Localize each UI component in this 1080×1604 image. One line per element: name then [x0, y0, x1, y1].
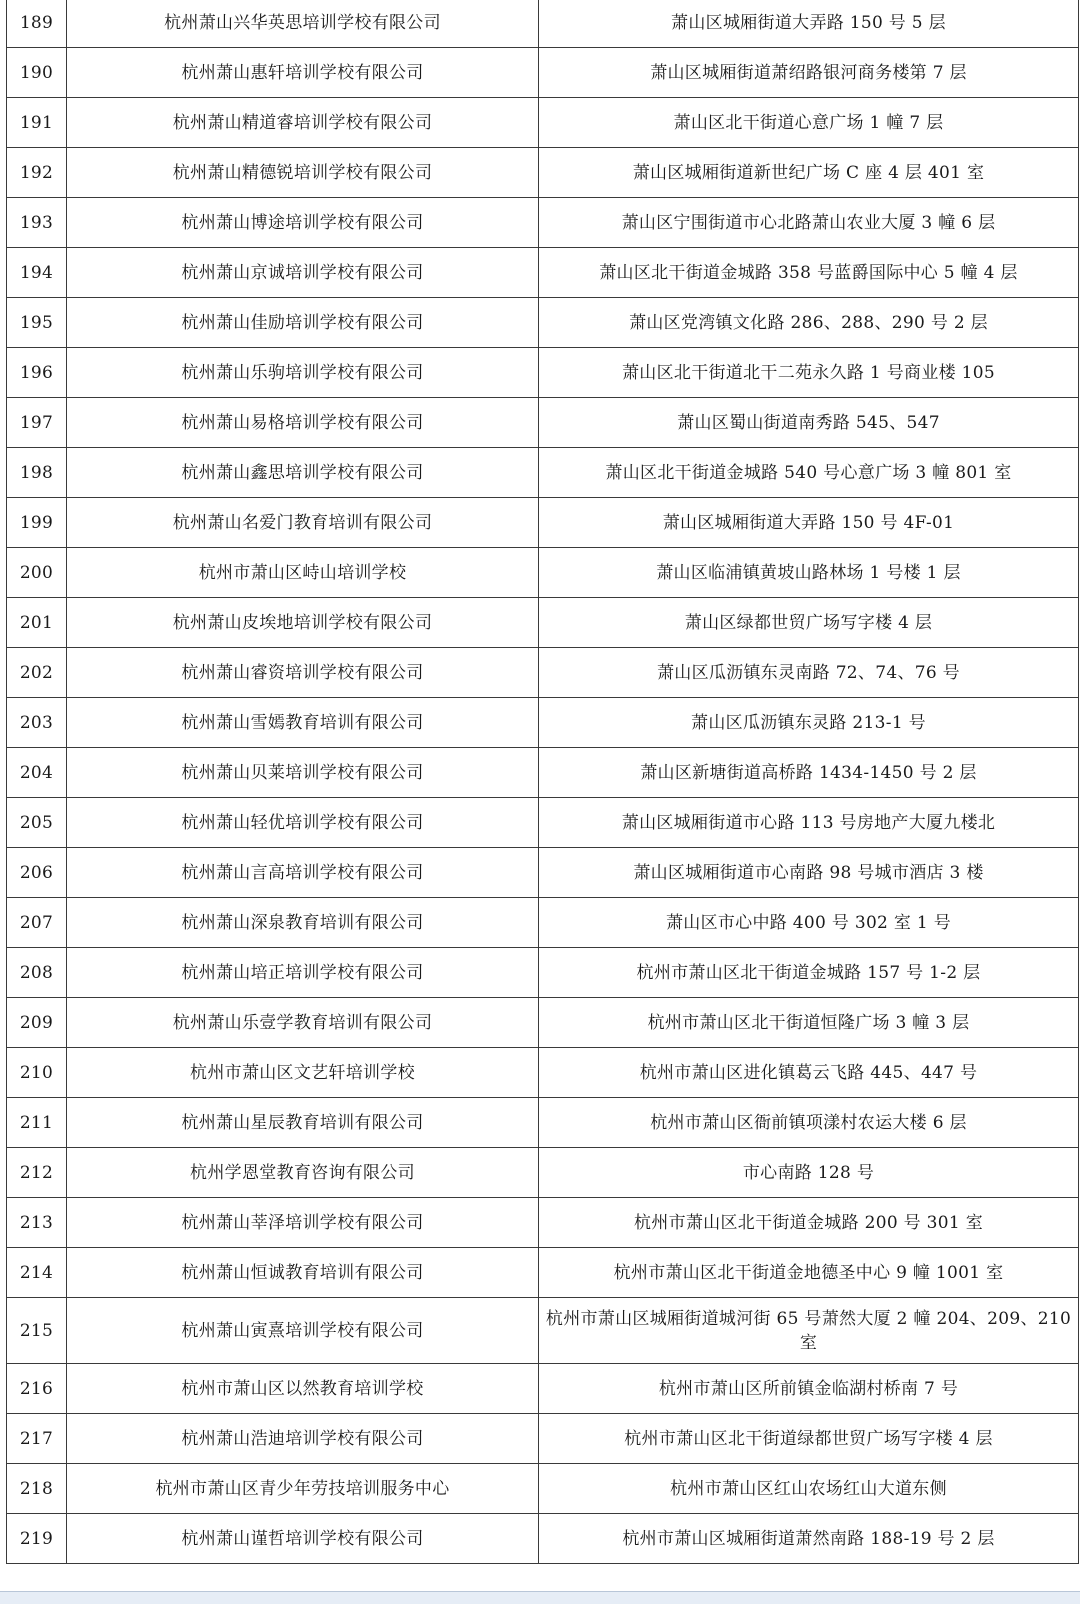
row-number: 207: [7, 898, 67, 948]
table-row: [7, 1148, 1079, 1198]
school-name: 杭州学恩堂教育咨询有限公司: [67, 1148, 539, 1198]
row-number: 189: [7, 0, 67, 48]
school-name: 杭州市萧山区文艺轩培训学校: [67, 1048, 539, 1098]
school-name: 杭州萧山星辰教育培训有限公司: [67, 1098, 539, 1148]
school-address: 萧山区党湾镇文化路 286、288、290 号 2 层: [539, 298, 1079, 348]
school-name: 杭州市萧山区以然教育培训学校: [67, 1364, 539, 1414]
row-number: 195: [7, 298, 67, 348]
table-row: [7, 48, 1079, 98]
table-row: [7, 948, 1079, 998]
table-row: [7, 998, 1079, 1048]
row-number: 198: [7, 448, 67, 498]
school-name: 杭州萧山贝莱培训学校有限公司: [67, 748, 539, 798]
row-number: 201: [7, 598, 67, 648]
row-number: 191: [7, 98, 67, 148]
school-address: 市心南路 128 号: [539, 1148, 1079, 1198]
school-address: 萧山区城厢街道新世纪广场 C 座 4 层 401 室: [539, 148, 1079, 198]
school-name: 杭州萧山培正培训学校有限公司: [67, 948, 539, 998]
school-address: 杭州市萧山区北干街道金城路 157 号 1-2 层: [539, 948, 1079, 998]
table-row: [7, 848, 1079, 898]
school-name: 杭州萧山博途培训学校有限公司: [67, 198, 539, 248]
table-row: [7, 598, 1079, 648]
table-row: [7, 0, 1079, 48]
table-row: [7, 798, 1079, 848]
school-name: 杭州萧山惠轩培训学校有限公司: [67, 48, 539, 98]
school-address: 萧山区北干街道心意广场 1 幢 7 层: [539, 98, 1079, 148]
table-row: [7, 1098, 1079, 1148]
table-row: [7, 348, 1079, 398]
school-address: 萧山区瓜沥镇东灵南路 72、74、76 号: [539, 648, 1079, 698]
school-name: 杭州萧山言高培训学校有限公司: [67, 848, 539, 898]
school-address: 杭州市萧山区城厢街道城河街 65 号萧然大厦 2 幢 204、209、210 室: [539, 1298, 1079, 1364]
row-number: 212: [7, 1148, 67, 1198]
school-address: 杭州市萧山区红山农场红山大道东侧: [539, 1464, 1079, 1514]
school-name: 杭州萧山谨哲培训学校有限公司: [67, 1514, 539, 1564]
school-name: 杭州萧山鑫思培训学校有限公司: [67, 448, 539, 498]
school-name: 杭州萧山京诚培训学校有限公司: [67, 248, 539, 298]
row-number: 216: [7, 1364, 67, 1414]
table-row: [7, 898, 1079, 948]
school-address: 杭州市萧山区北干街道绿都世贸广场写字楼 4 层: [539, 1414, 1079, 1464]
school-address: 萧山区城厢街道市心路 113 号房地产大厦九楼北: [539, 798, 1079, 848]
row-number: 199: [7, 498, 67, 548]
table-row: [7, 248, 1079, 298]
school-address: 萧山区城厢街道萧绍路银河商务楼第 7 层: [539, 48, 1079, 98]
school-name: 杭州萧山雪嫣教育培训有限公司: [67, 698, 539, 748]
row-number: 192: [7, 148, 67, 198]
school-name: 杭州萧山寅熹培训学校有限公司: [67, 1298, 539, 1364]
table-row: [7, 498, 1079, 548]
school-address: 杭州市萧山区进化镇葛云飞路 445、447 号: [539, 1048, 1079, 1098]
table-row: [7, 398, 1079, 448]
table-row: [7, 298, 1079, 348]
school-address: 萧山区蜀山街道南秀路 545、547: [539, 398, 1079, 448]
row-number: 200: [7, 548, 67, 598]
row-number: 214: [7, 1248, 67, 1298]
school-address: 萧山区北干街道北干二苑永久路 1 号商业楼 105: [539, 348, 1079, 398]
school-name: 杭州萧山乐驹培训学校有限公司: [67, 348, 539, 398]
row-number: 217: [7, 1414, 67, 1464]
school-address: 杭州市萧山区衙前镇项漾村农运大楼 6 层: [539, 1098, 1079, 1148]
table-row: [7, 148, 1079, 198]
school-address: 萧山区城厢街道市心南路 98 号城市酒店 3 楼: [539, 848, 1079, 898]
table-row: [7, 1464, 1079, 1514]
table-row: [7, 1364, 1079, 1414]
row-number: 219: [7, 1514, 67, 1564]
school-name: 杭州萧山乐壹学教育培训有限公司: [67, 998, 539, 1048]
school-address: 萧山区瓜沥镇东灵路 213-1 号: [539, 698, 1079, 748]
table-row: [7, 648, 1079, 698]
table-row: [7, 748, 1079, 798]
table-row: [7, 1248, 1079, 1298]
school-name: 杭州萧山兴华英思培训学校有限公司: [67, 0, 539, 48]
school-name: 杭州萧山恒诚教育培训有限公司: [67, 1248, 539, 1298]
row-number: 206: [7, 848, 67, 898]
page-bottom-edge: [0, 1591, 1080, 1604]
table-row: [7, 1414, 1079, 1464]
school-address: 萧山区宁围街道市心北路萧山农业大厦 3 幢 6 层: [539, 198, 1079, 248]
school-address: 萧山区市心中路 400 号 302 室 1 号: [539, 898, 1079, 948]
school-address: 杭州市萧山区北干街道金地德圣中心 9 幢 1001 室: [539, 1248, 1079, 1298]
school-address: 杭州市萧山区北干街道金城路 200 号 301 室: [539, 1198, 1079, 1248]
row-number: 215: [7, 1298, 67, 1364]
school-roster-table: [6, 0, 1079, 1564]
table-row: [7, 1298, 1079, 1364]
row-number: 203: [7, 698, 67, 748]
school-name: 杭州萧山轻优培训学校有限公司: [67, 798, 539, 848]
table-row: [7, 1514, 1079, 1564]
school-address: 萧山区绿都世贸广场写字楼 4 层: [539, 598, 1079, 648]
school-name: 杭州市萧山区青少年劳技培训服务中心: [67, 1464, 539, 1514]
row-number: 202: [7, 648, 67, 698]
row-number: 197: [7, 398, 67, 448]
row-number: 213: [7, 1198, 67, 1248]
school-name: 杭州萧山皮埃地培训学校有限公司: [67, 598, 539, 648]
school-name: 杭州萧山浩迪培训学校有限公司: [67, 1414, 539, 1464]
row-number: 209: [7, 998, 67, 1048]
school-address: 杭州市萧山区所前镇金临湖村桥南 7 号: [539, 1364, 1079, 1414]
school-name: 杭州萧山佳励培训学校有限公司: [67, 298, 539, 348]
school-name: 杭州萧山睿资培训学校有限公司: [67, 648, 539, 698]
row-number: 218: [7, 1464, 67, 1514]
school-address: 杭州市萧山区北干街道恒隆广场 3 幢 3 层: [539, 998, 1079, 1048]
school-address: 萧山区新塘街道高桥路 1434-1450 号 2 层: [539, 748, 1079, 798]
school-address: 萧山区城厢街道大弄路 150 号 5 层: [539, 0, 1079, 48]
school-address: 萧山区北干街道金城路 540 号心意广场 3 幢 801 室: [539, 448, 1079, 498]
row-number: 193: [7, 198, 67, 248]
school-name: 杭州萧山莘泽培训学校有限公司: [67, 1198, 539, 1248]
school-name: 杭州萧山易格培训学校有限公司: [67, 398, 539, 448]
table-row: [7, 98, 1079, 148]
school-name: 杭州萧山深泉教育培训有限公司: [67, 898, 539, 948]
school-name: 杭州萧山精德锐培训学校有限公司: [67, 148, 539, 198]
school-address: 萧山区临浦镇黄坡山路林场 1 号楼 1 层: [539, 548, 1079, 598]
school-name: 杭州萧山精道睿培训学校有限公司: [67, 98, 539, 148]
table-row: [7, 1048, 1079, 1098]
table-row: [7, 448, 1079, 498]
school-address: 杭州市萧山区城厢街道萧然南路 188-19 号 2 层: [539, 1514, 1079, 1564]
row-number: 190: [7, 48, 67, 98]
row-number: 196: [7, 348, 67, 398]
row-number: 211: [7, 1098, 67, 1148]
school-name: 杭州市萧山区峙山培训学校: [67, 548, 539, 598]
row-number: 204: [7, 748, 67, 798]
table-row: [7, 548, 1079, 598]
school-address: 萧山区城厢街道大弄路 150 号 4F-01: [539, 498, 1079, 548]
row-number: 210: [7, 1048, 67, 1098]
table-row: [7, 198, 1079, 248]
row-number: 205: [7, 798, 67, 848]
table-row: [7, 698, 1079, 748]
school-address: 萧山区北干街道金城路 358 号蓝爵国际中心 5 幢 4 层: [539, 248, 1079, 298]
row-number: 208: [7, 948, 67, 998]
row-number: 194: [7, 248, 67, 298]
table-row: [7, 1198, 1079, 1248]
school-name: 杭州萧山名爱门教育培训有限公司: [67, 498, 539, 548]
